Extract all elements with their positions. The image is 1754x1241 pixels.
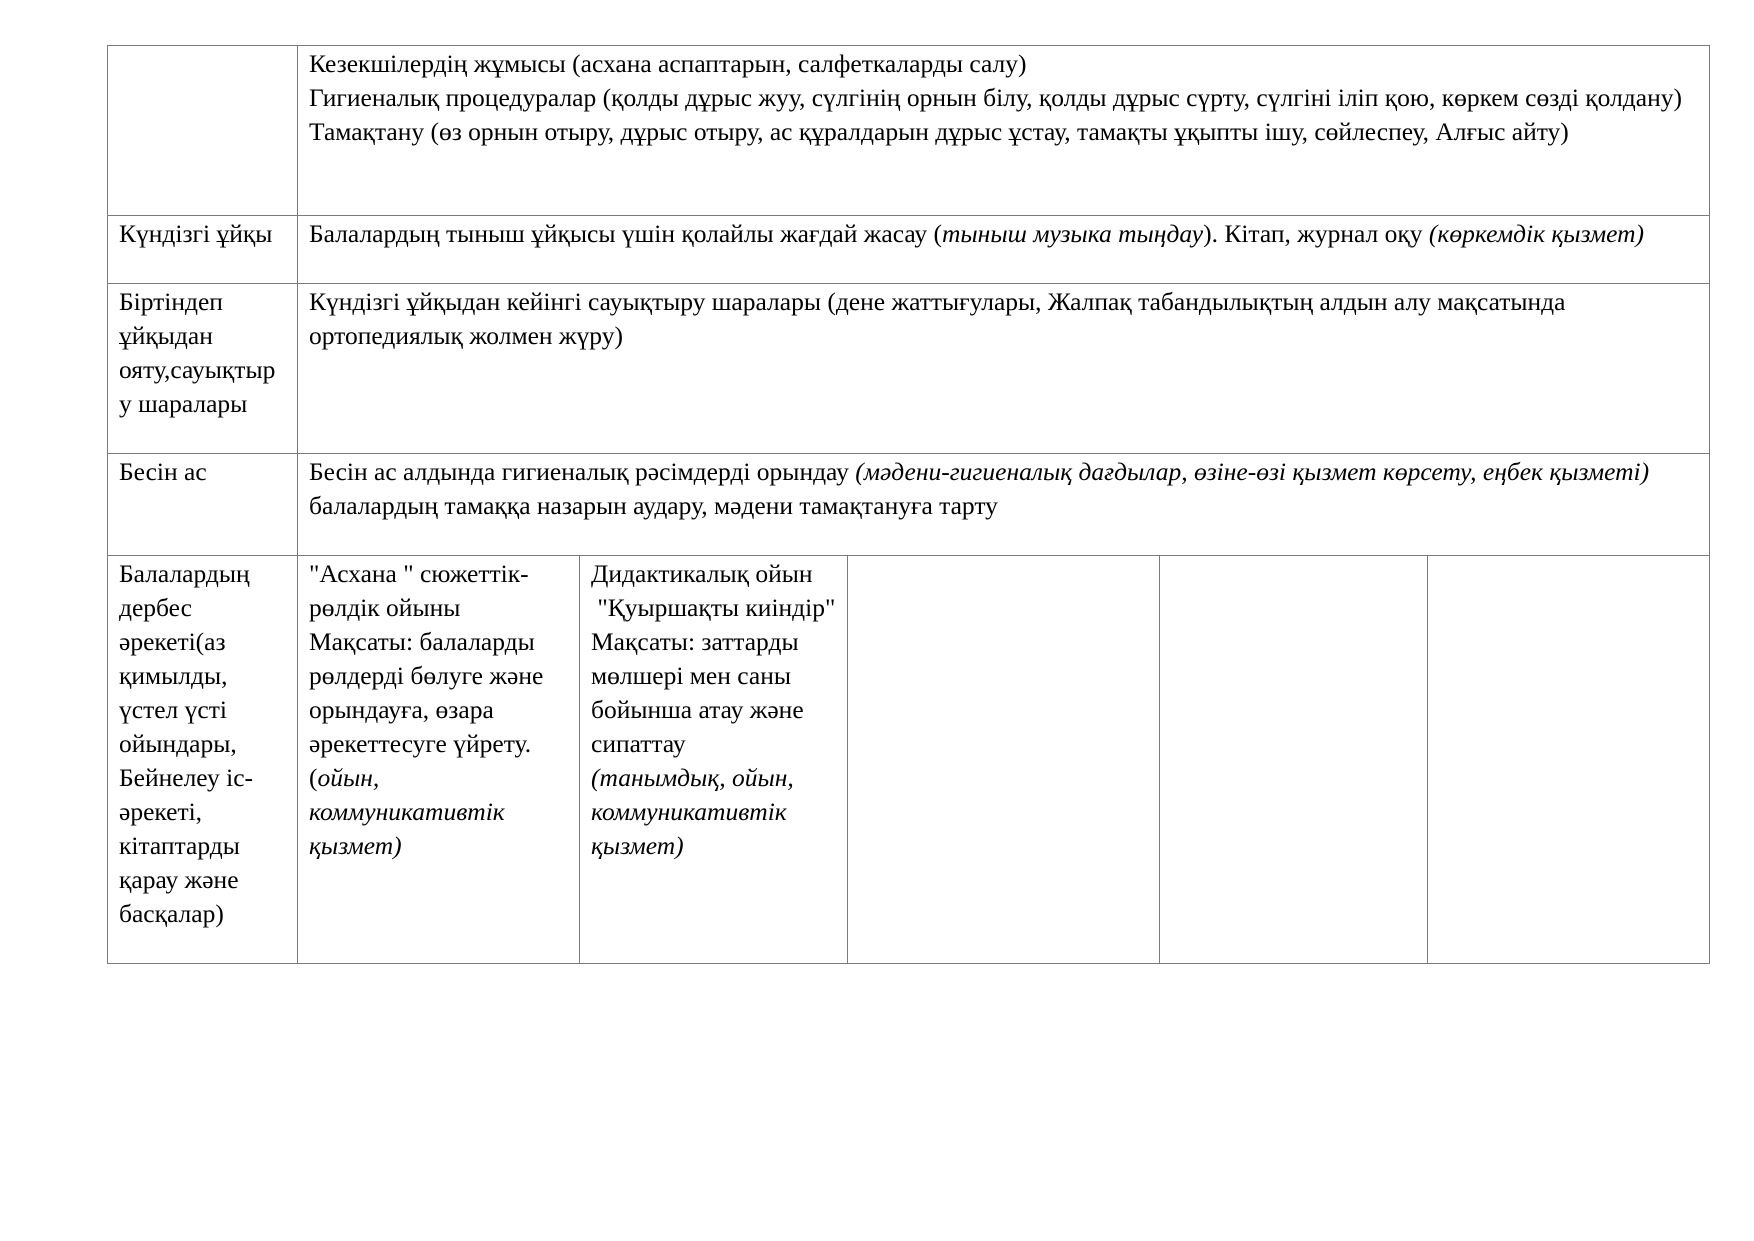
row-label-snack: Бесін ас [108,454,298,556]
table-row-wakeup [108,284,1710,454]
didactic-game-goal: Мақсаты: заттарды мөлшері мен саны бойынша атау және сипаттау [591,627,804,758]
table-row-meals [108,46,1710,216]
role-play-title: "Асхана " сюжеттік-рөлдік ойыны [309,559,529,622]
role-play-activity-type: ойын, коммуникативтік қызмет) [309,763,505,860]
meals-eating-text: Тамақтану (өз орнын отыру, дұрыс отыру, ас құралдарын дұрыс ұстау, тамақты ұқыпты ішу, сөйлеспеу, Алғыс айту) [309,117,1569,146]
nap-text-d: (көркемдік қызмет) [1428,219,1645,248]
cell-independent-col2 [580,556,848,964]
nap-text-c: ). Кітап, журнал оқу [1203,219,1429,248]
snack-text-b: (мәдени-гигиеналық дағдылар, өзіне-өзі қызмет көрсету, еңбек қызметі) [855,457,1650,486]
meals-duty-text: Кезекшілердің жұмысы (асхана аспаптарын, салфеткаларды салу) [309,49,1027,78]
cell-nap-content [298,216,1710,284]
table-row-nap [108,216,1710,284]
cell-independent-col1 [298,556,580,964]
daily-plan-table [107,45,1710,964]
table-row-independent-activity [108,556,1710,964]
didactic-game-title: "Қуыршақты киіндір" [591,593,836,622]
cell-snack-content [298,454,1710,556]
nap-text-a: Балалардың тыныш ұйқысы үшін қолайлы жағдай жасау ( [309,219,942,248]
snack-text-a: Бесін ас алдында гигиеналық рәсімдерді орындау [309,457,856,486]
cell-wakeup-content: Күндізгі ұйқыдан кейінгі сауықтыру шаралары (дене жаттығулары, Жалпақ табандылықтың алдын алу мақсатында ортопедиялық жолмен жүру) [298,284,1710,454]
row-label-wakeup: Біртіндеп ұйқыдан ояту,сауықтыру шаралары [108,284,298,454]
cell-independent-col5 [1428,556,1710,964]
row-label-meals [108,46,298,216]
snack-text-c: балалардың тамаққа назарын аудару, мәдени тамақтануға тарту [309,491,998,520]
cell-independent-col3 [848,556,1160,964]
table-row-snack [108,454,1710,556]
row-label-independent-activity: Балалардың дербес әрекеті(аз қимылды, үстел үсті ойындары, Бейнелеу іс-әрекеті, кітаптарды қарау және басқалар) [108,556,298,964]
meals-hygiene-text: Гигиеналық процедуралар (қолды дұрыс жуу, сүлгінің орнын білу, қолды дұрыс сүрту, сүлгіні іліп қою, көркем сөзді қолдану) [309,83,1682,112]
didactic-game-activity-type: (танымдық, ойын, коммуникативтік қызмет) [591,763,794,860]
cell-meals-content [298,46,1710,216]
cell-independent-col4 [1160,556,1428,964]
nap-text-b: тыныш музыка тыңдау [941,219,1204,248]
didactic-game-type: Дидактикалық ойын [591,559,813,588]
row-label-nap: Күндізгі ұйқы [108,216,298,284]
role-play-goal: Мақсаты: балаларды рөлдерді бөлуге және орындауға, өзара әрекеттесуге үйрету. ( [309,627,544,792]
